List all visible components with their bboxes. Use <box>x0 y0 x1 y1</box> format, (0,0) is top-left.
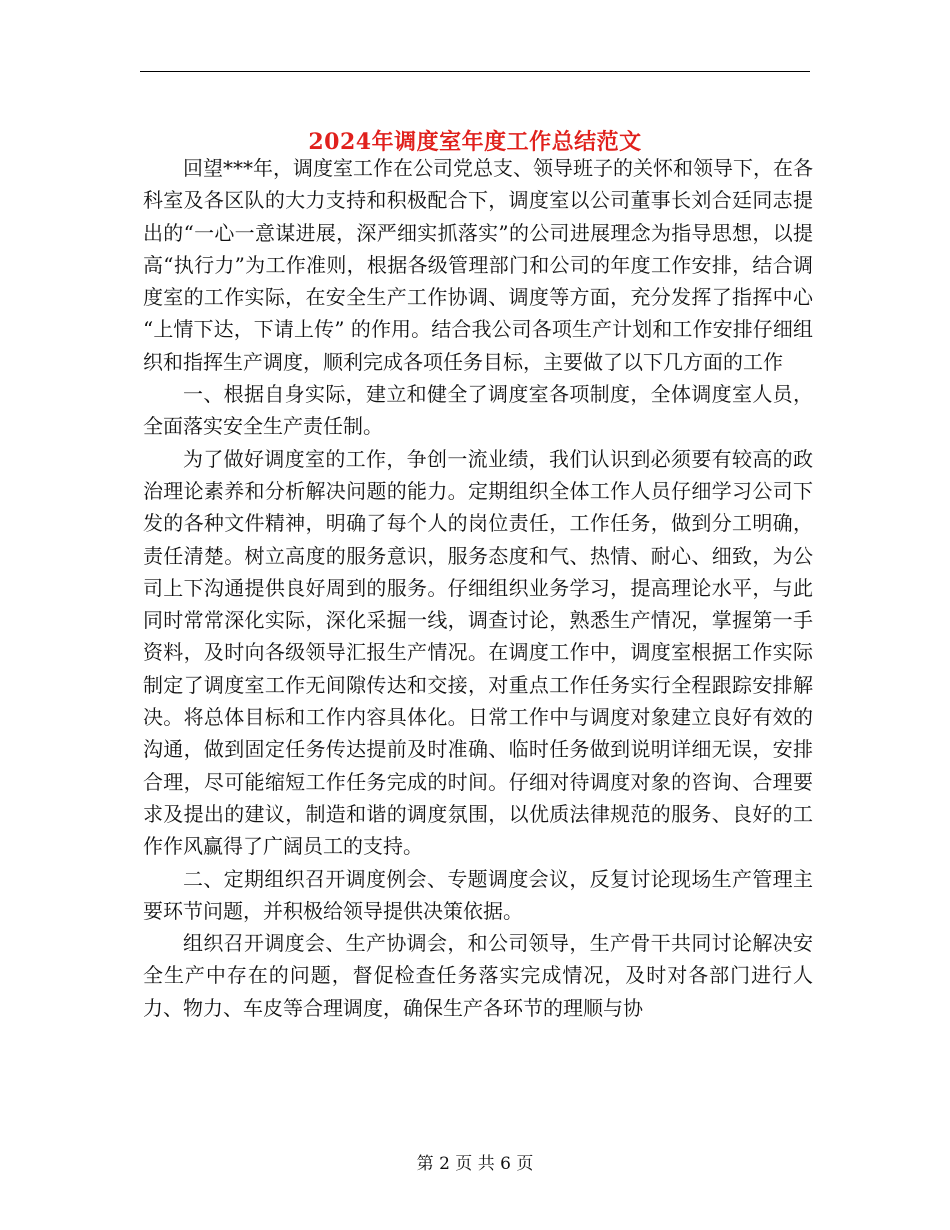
paragraph-section-2-body: 组织召开调度会、生产协调会，和公司领导，生产骨干共同讨论解决安全生产中存在的问题，督促检查任务落实完成情况，及时对各部门进行人力、物力、车皮等合理调度，确保生产各环节的理顺与协 <box>143 931 813 1020</box>
paragraph-section-1-heading: 一、根据自身实际，建立和健全了调度室各项制度，全体调度室人员，全面落实安全生产责任制。 <box>143 382 813 439</box>
document-body <box>143 152 813 1024</box>
paragraph-intro: 回望***年，调度室工作在公司党总支、领导班子的关怀和领导下，在各科室及各区队的大力支持和积极配合下，调度室以公司董事长刘合廷同志提出的“一心一意谋进展，深严细实抓落实”的公司进展理念为指导思想，以提高“执行力”为工作准则，根据各级管理部门和公司的年度工作安排，结合调度室的工作实际，在安全生产工作协调、调度等方面，充分发挥了指挥中心 “上情下达，下请上传” 的作用。结合我公司各项生产计划和工作安排仔细组织和指挥生产调度，顺利完成各项任务目标，主要做了以下几方面的工作 <box>143 156 813 374</box>
document-title: 2024年调度室年度工作总结范文 <box>308 128 642 155</box>
header-rule <box>140 71 810 72</box>
paragraph-section-1-body: 为了做好调度室的工作，争创一流业绩，我们认识到必须要有较高的政治理论素养和分析解决问题的能力。定期组织全体工作人员仔细学习公司下发的各种文件精神，明确了每个人的岗位责任，工作任务，做到分工明确，责任清楚。树立高度的服务意识，服务态度和气、热情、耐心、细致，为公司上下沟通提供良好周到的服务。仔细组织业务学习，提高理论水平，与此同时常常深化实际，深化采掘一线，调查讨论，熟悉生产情况，掌握第一手资料，及时向各级领导汇报生产情况。在调度工作中，调度室根据工作实际制定了调度室工作无间隙传达和交接，对重点工作任务实行全程跟踪安排解决。将总体目标和工作内容具体化。日常工作中与调度对象建立良好有效的沟通，做到固定任务传达提前及时准确、临时任务做到说明详细无误，安排合理，尽可能缩短工作任务完成的时间。仔细对待调度对象的咨询、合理要求及提出的建议，制造和谐的调度氛围，以优质法律规范的服务、良好的工作作风赢得了广阔员工的支持。 <box>143 446 813 859</box>
page-number: 第 2 页 共 6 页 <box>416 1154 534 1174</box>
paragraph-section-2-heading: 二、定期组织召开调度例会、专题调度会议，反复讨论现场生产管理主要环节问题，并积极给领导提供决策依据。 <box>143 866 813 923</box>
